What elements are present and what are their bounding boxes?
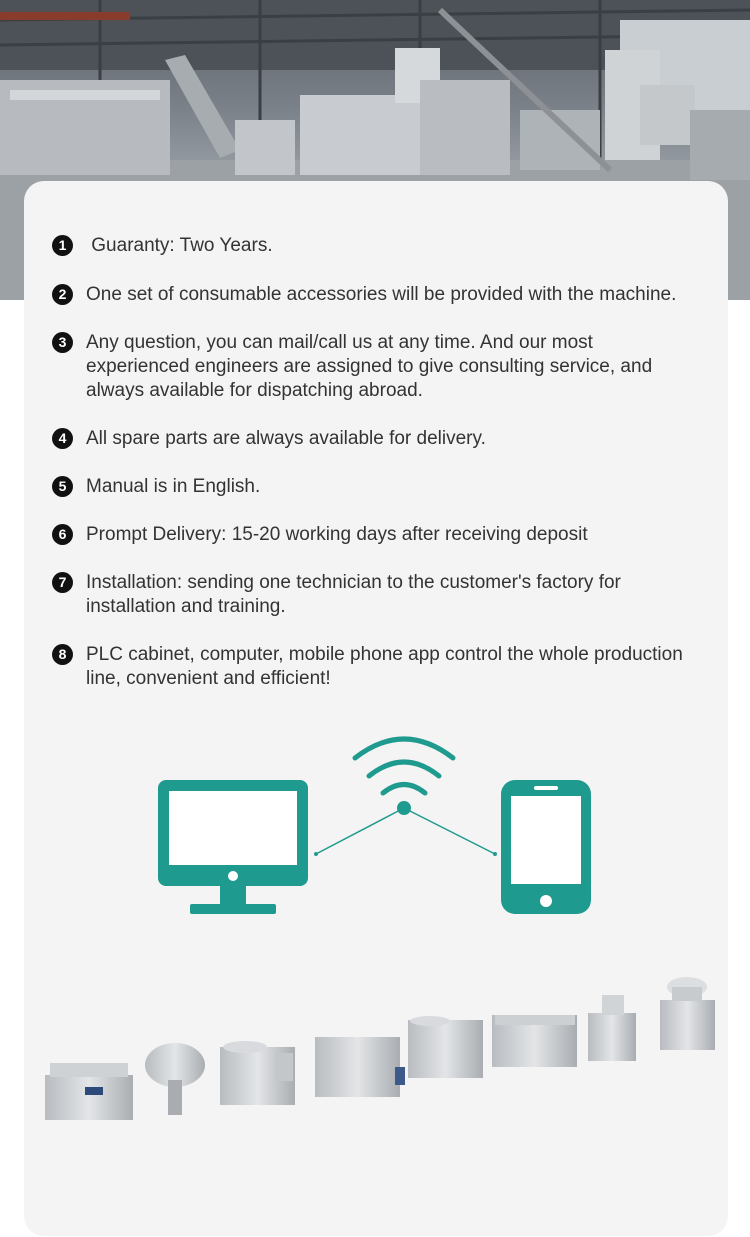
feature-item [52, 475, 722, 499]
fryer-machine [315, 1037, 405, 1097]
feature-text: Any question, you can mail/call us at any time. And our most experienced engineers are assigned to give consulting service, and always available for dispatching abroad. [86, 332, 653, 401]
connection-line [316, 808, 404, 854]
phone-icon [501, 780, 591, 914]
washing-machine [492, 1015, 577, 1067]
feature-item [52, 571, 722, 619]
monitor-icon [158, 780, 308, 914]
feature-item [52, 643, 722, 691]
feature-item [52, 283, 722, 307]
dewatering-machine [220, 1041, 295, 1105]
feature-item [52, 427, 722, 451]
seasoning-drum [145, 1043, 205, 1115]
feature-text: One set of consumable accessories will be provided with the machine. [86, 284, 677, 305]
feature-text: Guaranty: Two Years. [86, 235, 273, 256]
number-badge: 2 [52, 284, 73, 305]
remote-control-illustration [150, 730, 600, 925]
number-badge: 3 [52, 332, 73, 353]
production-line-machines [40, 975, 720, 1135]
number-badge: 6 [52, 524, 73, 545]
connection-line [404, 808, 495, 854]
number-badge: 7 [52, 572, 73, 593]
number-badge: 8 [52, 644, 73, 665]
vacuum-packing-machine [45, 1063, 133, 1120]
wifi-icon [355, 739, 453, 793]
feature-text: Installation: sending one technician to the customer's factory for installation and training. [86, 572, 621, 617]
feature-item [52, 523, 722, 547]
number-badge: 1 [52, 235, 73, 256]
feature-item [52, 234, 722, 258]
feature-item [52, 331, 722, 403]
slicing-machine [588, 995, 636, 1061]
feature-text: Prompt Delivery: 15-20 working days after receiving deposit [86, 524, 588, 545]
feature-text: PLC cabinet, computer, mobile phone app control the whole production line, convenient and efficient! [86, 644, 683, 689]
peeling-machine [660, 977, 715, 1050]
feature-text: All spare parts are always available for delivery. [86, 428, 486, 449]
feature-text: Manual is in English. [86, 476, 261, 497]
number-badge: 4 [52, 428, 73, 449]
number-badge: 5 [52, 476, 73, 497]
blanching-machine [408, 1016, 483, 1078]
